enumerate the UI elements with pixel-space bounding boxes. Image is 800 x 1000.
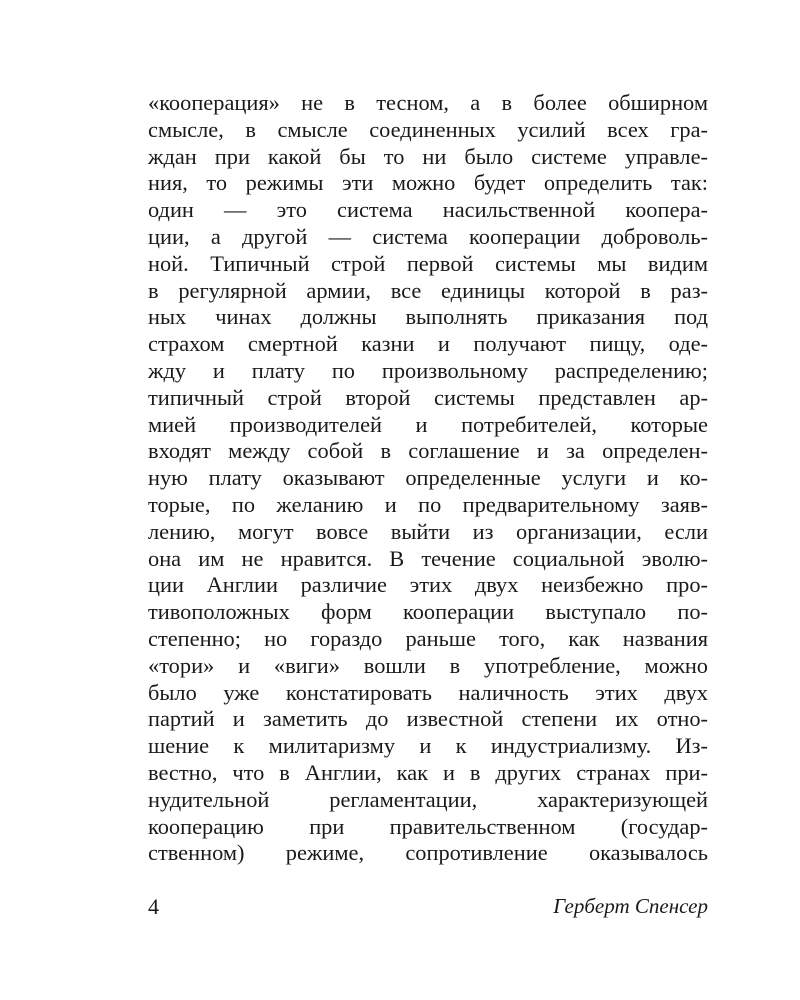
text-line: страхом смертной казни и получают пищу, оде-	[148, 331, 708, 357]
running-footer-author: Герберт Спенсер	[553, 894, 708, 918]
text-line: кооперацию при правительственном (государ-	[148, 813, 708, 839]
text-line: ную плату оказывают определенные услуги и ко-	[148, 465, 708, 491]
text-line: тивоположных форм кооперации выступало по-	[148, 599, 708, 625]
text-line: в регулярной армии, все единицы которой в раз-	[148, 277, 708, 303]
text-line: входят между собой в соглашение и за определен-	[148, 438, 708, 464]
text-line: степенно; но гораздо раньше того, как названия	[148, 625, 708, 651]
text-line: ной. Типичный строй первой системы мы видим	[148, 250, 708, 276]
text-line: ных чинах должны выполнять приказания под	[148, 304, 708, 330]
text-line: вестно, что в Англии, как и в других странах при-	[148, 759, 708, 785]
text-line: ции Англии различие этих двух неизбежно про-	[148, 572, 708, 598]
text-line: было уже констатировать наличность этих двух	[148, 679, 708, 705]
text-line: типичный строй второй системы представлен ар-	[148, 384, 708, 410]
text-line: партий и заметить до известной степени их отно-	[148, 706, 708, 732]
text-line: нудительной регламентации, характеризующей	[148, 786, 708, 812]
text-line: один — это система насильственной коопера-	[148, 197, 708, 223]
body-text	[148, 90, 708, 867]
text-line: ждан при какой бы то ни было системе управле-	[148, 143, 708, 169]
text-line: шение к милитаризму и к индустриализму. Из-	[148, 733, 708, 759]
page-number: 4	[148, 894, 159, 919]
text-line: ции, а другой — система кооперации доброволь-	[148, 223, 708, 249]
text-line: ния, то режимы эти можно будет определить так:	[148, 170, 708, 196]
text-line: жду и плату по произвольному распределению;	[148, 357, 708, 383]
text-line: торые, по желанию и по предварительному заяв-	[148, 491, 708, 517]
text-line: лению, могут вовсе выйти из организации, если	[148, 518, 708, 544]
text-line: мией производителей и потребителей, которые	[148, 411, 708, 437]
text-line: ственном) режиме, сопротивление оказывалось	[148, 840, 708, 866]
text-line: «тори» и «виги» вошли в употребление, можно	[148, 652, 708, 678]
text-line: смысле, в смысле соединенных усилий всех гра-	[148, 116, 708, 142]
text-line: «кооперация» не в тесном, а в более обширном	[148, 90, 708, 115]
text-line: она им не нравится. В течение социальной эволю-	[148, 545, 708, 571]
